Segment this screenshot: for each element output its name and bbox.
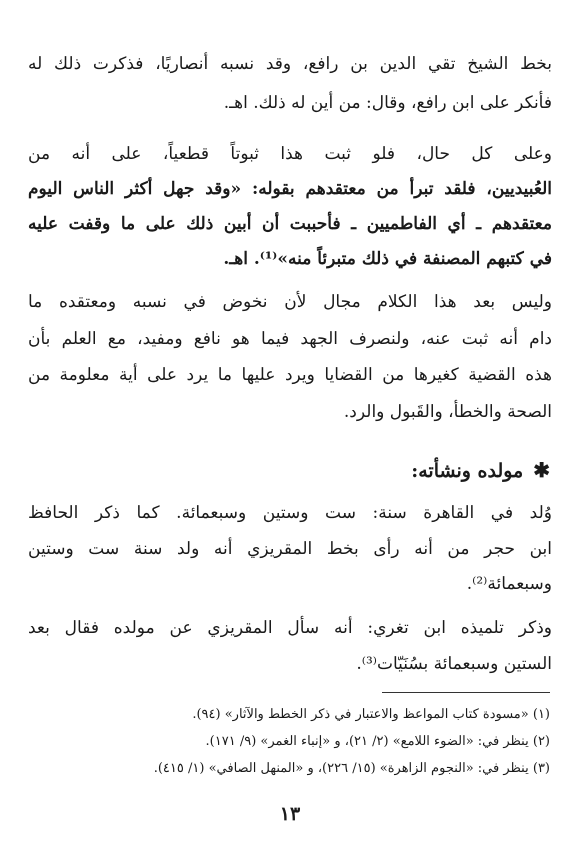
paragraph-2-line-1: وعلى كل حال، فلو ثبت هذا ثبوتاً قطعياً، على أنه من (28, 144, 552, 164)
paragraph-1-line-1: بخط الشيخ تقي الدين بن رافع، وقد نسبه أنصاريًا، فذكرت ذلك له (28, 54, 552, 74)
paragraph-4-line-1: وُلد في القاهرة سنة: ست وستين وسبعمائة. كما ذكر الحافظ (28, 503, 552, 523)
paragraph-5-line-1: وذكر تلميذه ابن تغري: أنه سأل المقريزي عن مولده فقال بعد (28, 618, 552, 638)
section-heading (411, 458, 550, 482)
paragraph-3-line-3: هذه القضية كغيرها من القضايا ويرد عليها ما يرد على أية معلومة من (28, 365, 552, 385)
paragraph-3-line-2: دام أنه ثبت عنه، ولنصرف الجهد فيما هو نافع ومفيد، مع العلم بأن (28, 329, 552, 349)
star-icon: ✱ (533, 458, 550, 482)
section-heading-text: مولده ونشأته: (411, 460, 524, 482)
paragraph-2-line-2: العُبيديين، فلقد تبرأ من معتقدهم بقوله: «وقد جهل أكثر الناس اليوم (28, 179, 552, 199)
paragraph-5-line-2: الستين وسبعمائة بسُنَيّات⁽³⁾. (356, 654, 552, 674)
footnote-1: (١) «مسودة كتاب المواعظ والاعتبار في ذكر الخطط والآثار» (٩٤). (192, 707, 550, 722)
paragraph-4-line-3: وسبعمائة⁽²⁾. (466, 574, 552, 594)
paragraph-2-line-4: في كتبهم المصنفة في ذلك متبرئاً منه»⁽¹⁾. اهـ. (223, 249, 552, 269)
paragraph-3-line-1: وليس بعد هذا الكلام مجال لأن نخوض في نسبه ومعتقده ما (28, 292, 552, 312)
footnote-2: (٢) ينظر في: «الضوء اللامع» (٢/ ٢١)، و «إنباء الغمر» (٩/ ١٧١). (205, 734, 550, 749)
page-number: ١٣ (279, 803, 301, 825)
footnote-separator (382, 692, 550, 693)
paragraph-1-line-2: فأنكر على ابن رافع، وقال: من أين له ذلك. اهـ. (223, 93, 552, 113)
paragraph-3-line-4: الصحة والخطأ، والقَبول والرد. (343, 402, 552, 422)
footnote-3: (٣) ينظر في: «النجوم الزاهرة» (١٥/ ٢٢٦)، و «المنهل الصافي» (١/ ٤١٥). (153, 761, 550, 776)
paragraph-2-line-3: معتقدهم ـ أي الفاطميين ـ فأحببت أن أبين ذلك على ما وقفت عليه (28, 214, 552, 234)
paragraph-4-line-2: ابن حجر من أنه رأى بخط المقريزي أنه ولد سنة ست وستين (28, 539, 552, 559)
